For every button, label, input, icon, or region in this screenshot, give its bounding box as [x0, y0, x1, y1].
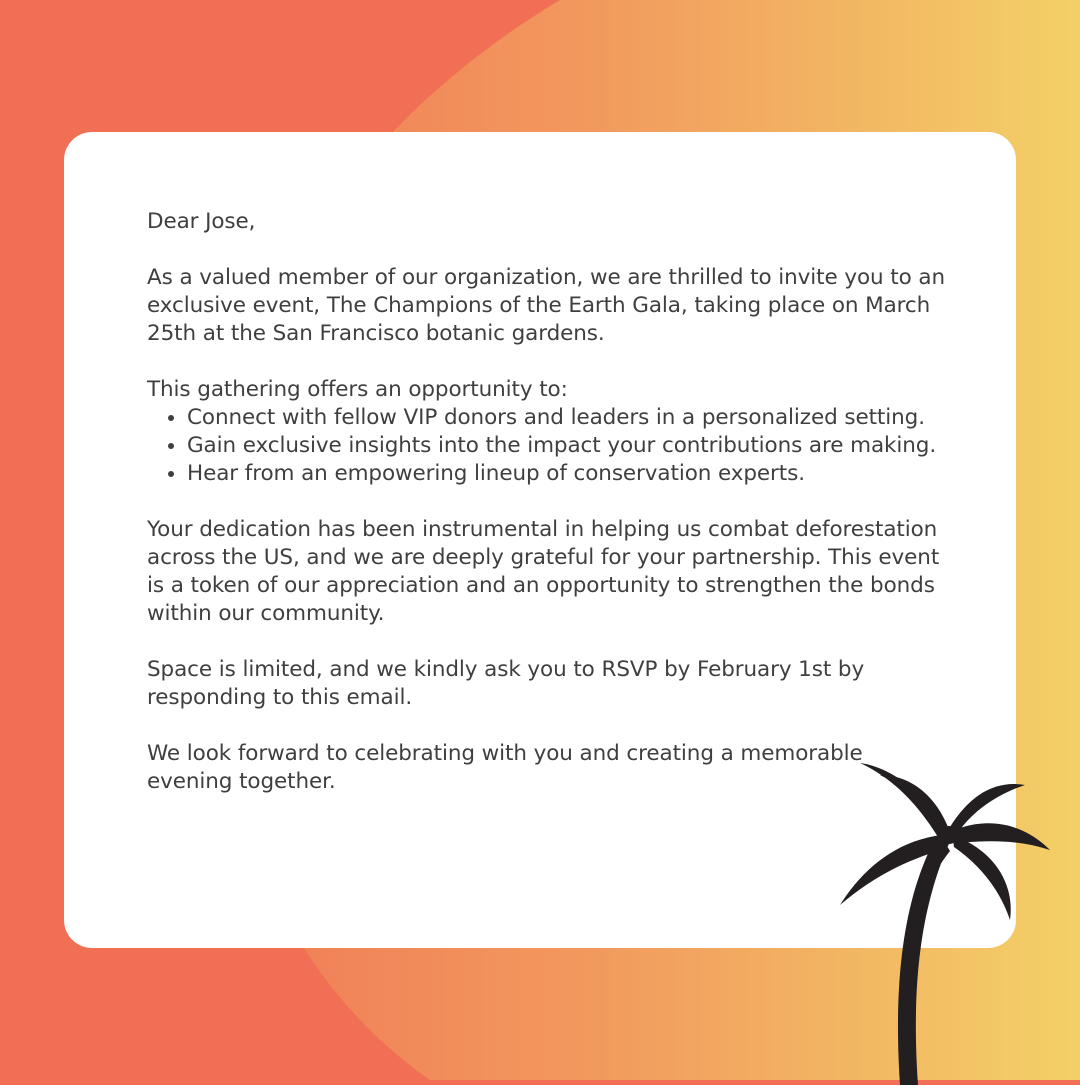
paragraph-invitation: As a valued member of our organization, we are thrilled to invite you to an exclusive event, The Champions of the Earth Gala, taking place on March 25th at the San Francisco botanic gardens.: [147, 265, 946, 346]
paragraph-closing: We look forward to celebrating with you and creating a memorable evening together.: [147, 741, 863, 794]
paragraph-rsvp: Space is limited, and we kindly ask you to RSVP by February 1st by responding to this email.: [147, 657, 865, 710]
palm-tree-icon: [830, 755, 1060, 1085]
list-item: • Connect with fellow VIP donors and leaders in a personalized setting.: [187, 404, 947, 432]
paragraph-gratitude: Your dedication has been instrumental in helping us combat deforestation across the US, and we are deeply grateful for your partnership. This event is a token of our appreciation and an opportunity to strengthen the bonds within our community.: [147, 517, 940, 626]
letter-body: [147, 208, 947, 824]
greeting: Dear Jose,: [147, 209, 256, 234]
list-item: • Gain exclusive insights into the impact your contributions are making.: [187, 432, 947, 460]
list-item: • Hear from an empowering lineup of conservation experts.: [187, 460, 947, 488]
list-intro: This gathering offers an opportunity to:: [147, 377, 568, 402]
opportunity-list: [147, 404, 947, 488]
